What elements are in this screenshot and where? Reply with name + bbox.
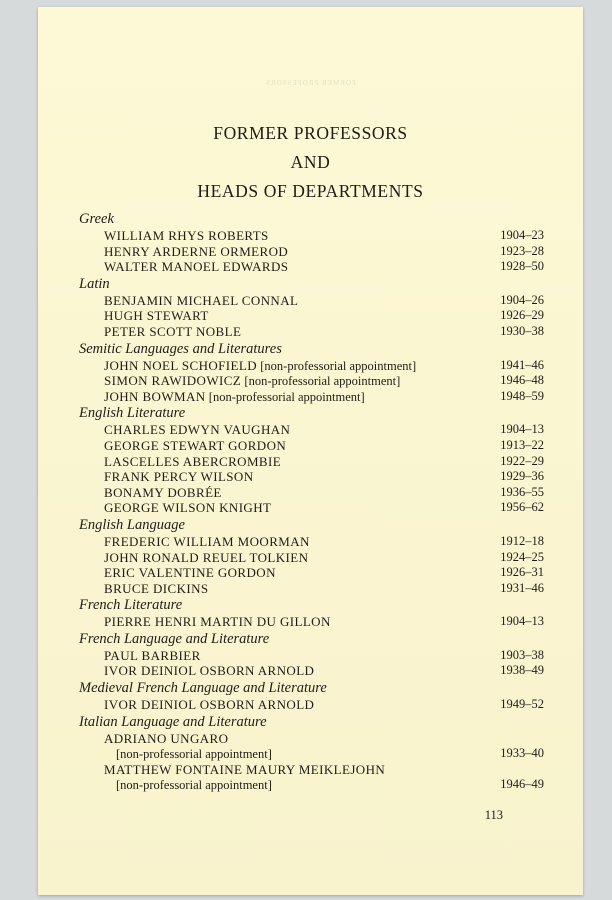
professor-entry (79, 648, 544, 664)
tenure-years: 1946–49 (500, 777, 544, 792)
tenure-years: 1938–49 (500, 663, 544, 678)
professor-entry (79, 762, 544, 778)
appointment-note: [non-professorial appointment] (260, 358, 417, 373)
department-heading: Latin (79, 275, 110, 292)
professor-name: MATTHEW FONTAINE MAURY MEIKLEJOHN (104, 761, 386, 777)
departments-list (79, 210, 544, 793)
professor-entry (79, 389, 544, 405)
professor-entry (79, 228, 544, 244)
professor-entry (79, 614, 544, 630)
tenure-years: 1904–13 (500, 422, 544, 437)
tenure-years: 1922–29 (500, 453, 544, 468)
professor-name: IVOR DEINIOL OSBORN ARNOLD (104, 697, 315, 713)
professor-entry (79, 581, 544, 597)
tenure-years: 1946–48 (500, 373, 544, 388)
professor-entry (79, 500, 544, 516)
professor-entry-continuation (79, 777, 544, 793)
department-heading: Medieval French Language and Literature (79, 680, 327, 697)
tenure-years: 1904–23 (500, 228, 544, 242)
professor-name: GEORGE WILSON KNIGHT (104, 500, 272, 516)
professor-name: BRUCE DICKINS (104, 580, 209, 596)
page-title-line-1: FORMER PROFESSORS (213, 123, 408, 143)
tenure-years: 1913–22 (500, 437, 544, 452)
tenure-years: 1912–18 (500, 533, 544, 548)
professor-entry (79, 259, 544, 275)
appointment-note: [non-professorial appointment] (116, 778, 272, 793)
appointment-note: [non-professorial appointment] (208, 389, 365, 404)
professor-name: FRANK PERCY WILSON (104, 469, 254, 485)
professor-name: ERIC VALENTINE GORDON (104, 565, 276, 581)
tenure-years: 1929–36 (500, 469, 544, 484)
professor-entry (79, 697, 544, 713)
professor-name: PETER SCOTT NOBLE (104, 323, 242, 339)
page-title-line-3: HEADS OF DEPARTMENTS (197, 181, 424, 201)
professor-entry (79, 422, 544, 438)
book-page (38, 7, 583, 895)
professor-entry (79, 454, 544, 470)
professor-entry (79, 469, 544, 485)
tenure-years: 1924–25 (500, 549, 544, 564)
professor-entry (79, 485, 544, 501)
professor-name: LASCELLES ABERCROMBIE (104, 453, 282, 469)
tenure-years: 1904–13 (500, 614, 544, 629)
professor-name: PIERRE HENRI MARTIN DU GILLON (104, 614, 331, 630)
professor-entry (79, 308, 544, 324)
tenure-years: 1926–29 (500, 308, 544, 323)
department-heading: French Language and Literature (79, 630, 270, 647)
department-heading: Semitic Languages and Literatures (79, 340, 282, 357)
professor-name: PAUL BARBIER (104, 647, 201, 663)
professor-name: WALTER MANOEL EDWARDS (104, 259, 289, 275)
page-title-line-2: AND (290, 152, 331, 172)
tenure-years: 1956–62 (500, 500, 544, 515)
department-heading: English Language (79, 516, 185, 533)
professor-name: JOHN NOEL SCHOFIELD (104, 357, 258, 373)
appointment-note: [non-professorial appointment] (244, 374, 401, 389)
tenure-years: 1948–59 (500, 388, 544, 403)
tenure-years: 1923–28 (500, 243, 544, 258)
professor-name: IVOR DEINIOL OSBORN ARNOLD (104, 663, 315, 679)
professor-name: HUGH STEWART (104, 308, 209, 324)
professor-entry-continuation (79, 746, 544, 762)
professor-name: FREDERIC WILLIAM MOORMAN (104, 533, 310, 549)
appointment-note: [non-professorial appointment] (116, 747, 272, 762)
department-heading: English Literature (79, 405, 186, 422)
professor-name: CHARLES EDWYN VAUGHAN (104, 422, 291, 438)
tenure-years: 1904–26 (500, 292, 544, 307)
tenure-years: 1949–52 (500, 697, 544, 712)
tenure-years: 1903–38 (500, 647, 544, 662)
professor-entry (79, 663, 544, 679)
professor-entry (79, 565, 544, 581)
show-through-running-head: FORMER PROFESSORS (265, 79, 356, 87)
professor-name: BENJAMIN MICHAEL CONNAL (104, 292, 299, 308)
tenure-years: 1931–46 (500, 580, 544, 595)
page-number: 113 (484, 808, 503, 822)
department-heading: French Literature (79, 597, 183, 614)
professor-name: WILLIAM RHYS ROBERTS (104, 228, 269, 243)
tenure-years: 1941–46 (500, 357, 544, 372)
professor-entry (79, 293, 544, 309)
professor-entry (79, 550, 544, 566)
professor-name: JOHN BOWMAN (104, 388, 206, 404)
department-heading: Greek (79, 211, 114, 227)
department-heading: Italian Language and Literature (79, 713, 267, 730)
professor-name: JOHN RONALD REUEL TOLKIEN (104, 549, 309, 565)
professor-entry (79, 438, 544, 454)
professor-entry (79, 534, 544, 550)
tenure-years: 1933–40 (500, 746, 544, 761)
tenure-years: 1926–31 (500, 565, 544, 580)
professor-entry (79, 244, 544, 260)
tenure-years: 1928–50 (500, 259, 544, 274)
professor-name: BONAMY DOBRÉE (104, 484, 222, 500)
professor-entry (79, 731, 544, 747)
professor-name: ADRIANO UNGARO (104, 730, 229, 746)
professor-name: GEORGE STEWART GORDON (104, 437, 287, 453)
professor-name: SIMON RAWIDOWICZ (104, 373, 242, 389)
tenure-years: 1936–55 (500, 484, 544, 499)
professor-entry (79, 324, 544, 340)
tenure-years: 1930–38 (500, 323, 544, 338)
professor-name: HENRY ARDERNE ORMEROD (104, 243, 289, 259)
professor-entry (79, 373, 544, 389)
professor-entry (79, 358, 544, 374)
